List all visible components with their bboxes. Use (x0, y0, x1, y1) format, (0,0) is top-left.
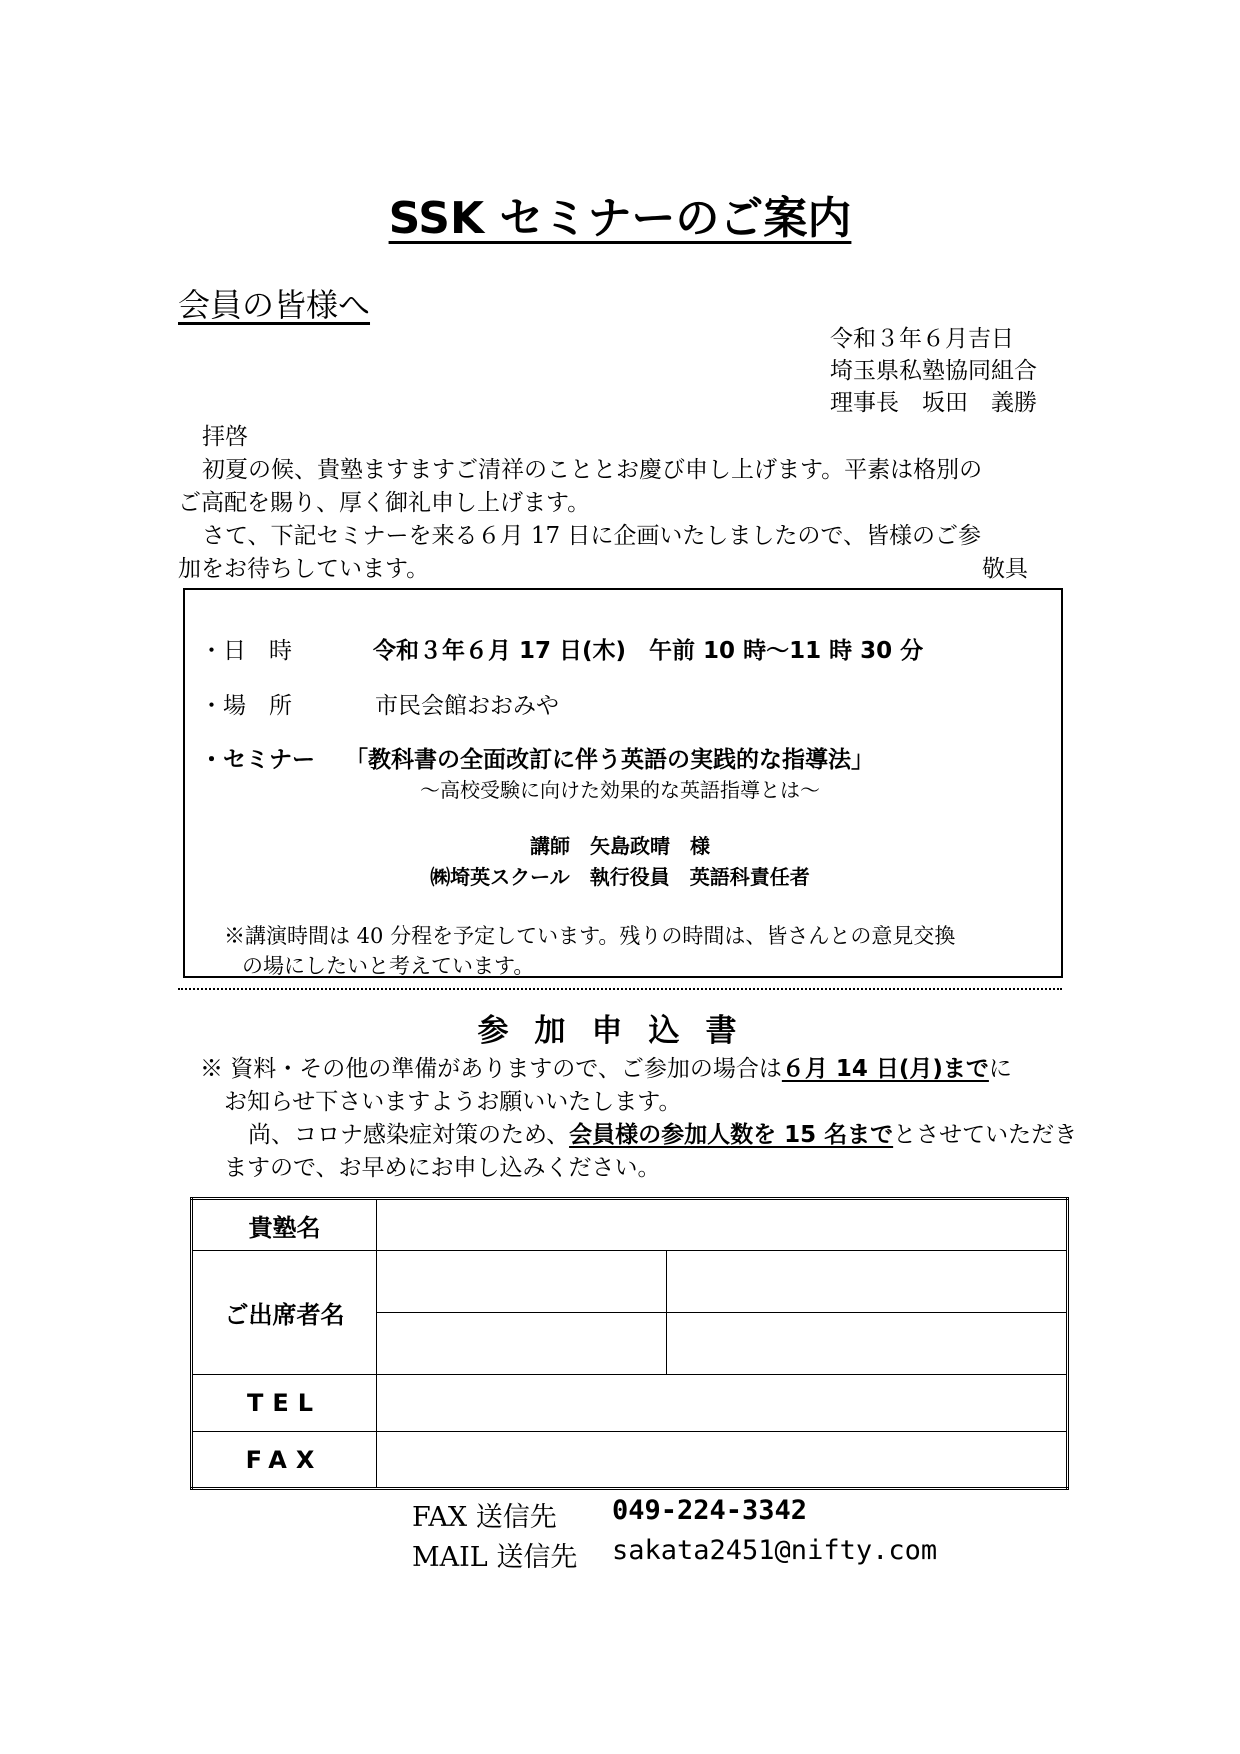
form-note-3-suffix: とさせていただき (893, 1122, 1078, 1148)
letter-closing: 敬具 (982, 556, 1028, 582)
school-name-field[interactable] (377, 1199, 1068, 1251)
capacity-emphasis: 会員様の参加人数を 15 名まで (569, 1122, 894, 1148)
fax-label: FAX (192, 1432, 377, 1489)
deadline-emphasis: ６月 14 日(月)まで (781, 1056, 989, 1082)
form-note-line-1 (200, 1050, 1012, 1083)
salutation: 会員の皆様へ (178, 286, 371, 324)
lecture-note-line-2: の場にしたいと考えています。 (242, 954, 535, 978)
attendee-name-label: ご出席者名 (192, 1251, 377, 1375)
letter-paragraph-1-line-2: ご高配を賜り、厚く御礼申し上げます。 (178, 490, 591, 516)
mail-address[interactable]: sakata2451@nifty.com (612, 1535, 938, 1566)
attendee-name-field-3[interactable] (377, 1313, 667, 1375)
lecture-note-line-1: ※講演時間は 40 分程を予定しています。残りの時間は、皆さんとの意見交換 (224, 924, 956, 948)
seminar-label: ・セミナー (200, 747, 315, 773)
form-title: 参加申込書 (477, 1013, 763, 1049)
seminar-title: 「教科書の全面改訂に伴う英語の実践的な指導法」 (345, 747, 874, 773)
attendee-name-field-4[interactable] (667, 1313, 1068, 1375)
tel-label: TEL (192, 1375, 377, 1432)
cut-line-divider (178, 988, 1062, 990)
seminar-subtitle: ～高校受験に向けた効果的な英語指導とは～ (420, 778, 820, 802)
datetime-label: ・日 時 (200, 638, 292, 664)
fax-number: 049-224-3342 (612, 1495, 808, 1526)
letter-opening: 拝啓 (202, 424, 248, 450)
form-note-prefix: ※ 資料・その他の準備がありますので、ご参加の場合は (200, 1056, 782, 1082)
datetime-value: 令和３年６月 17 日(木) 午前 10 時～11 時 30 分 (373, 638, 924, 664)
form-note-line-4: ますので、お早めにお申し込みください。 (224, 1155, 661, 1181)
letter-paragraph-2-line-2: 加をお待ちしています。 (178, 556, 430, 582)
sender-chairman: 理事長 坂田 義勝 (830, 390, 1037, 416)
form-note-3-prefix: 尚、コロナ感染症対策のため、 (248, 1122, 570, 1148)
form-note-line-2: お知らせ下さいますようお願いいたします。 (224, 1089, 682, 1115)
tel-field[interactable] (377, 1375, 1068, 1432)
place-label: ・場 所 (200, 693, 292, 719)
letter-date: 令和３年６月吉日 (830, 326, 1014, 352)
fax-field[interactable] (377, 1432, 1068, 1489)
place-value: 市民会館おおみや (375, 693, 559, 719)
page-title: SSK セミナーのご案内 (388, 193, 852, 244)
attendee-name-field-1[interactable] (377, 1251, 667, 1313)
school-name-label: 貴塾名 (192, 1199, 377, 1251)
form-note-suffix: に (988, 1056, 1012, 1082)
lecturer-name: 講師 矢島政晴 様 (530, 834, 710, 858)
letter-paragraph-1-line-1: 初夏の候、貴塾ますますご清祥のこととお慶び申し上げます。平素は格別の (202, 457, 983, 483)
mail-destination-label: MAIL 送信先 (412, 1542, 578, 1573)
form-note-line-3 (248, 1116, 1077, 1149)
sender-organization: 埼玉県私塾協同組合 (830, 358, 1037, 384)
attendee-name-field-2[interactable] (667, 1251, 1068, 1313)
fax-destination-label: FAX 送信先 (412, 1502, 557, 1533)
lecturer-affiliation: ㈱埼英スクール 執行役員 英語科責任者 (430, 865, 810, 889)
letter-paragraph-2-line-1: さて、下記セミナーを来る６月 17 日に企画いたしましたので、皆様のご参 (202, 523, 981, 549)
application-form-table (190, 1197, 1069, 1490)
